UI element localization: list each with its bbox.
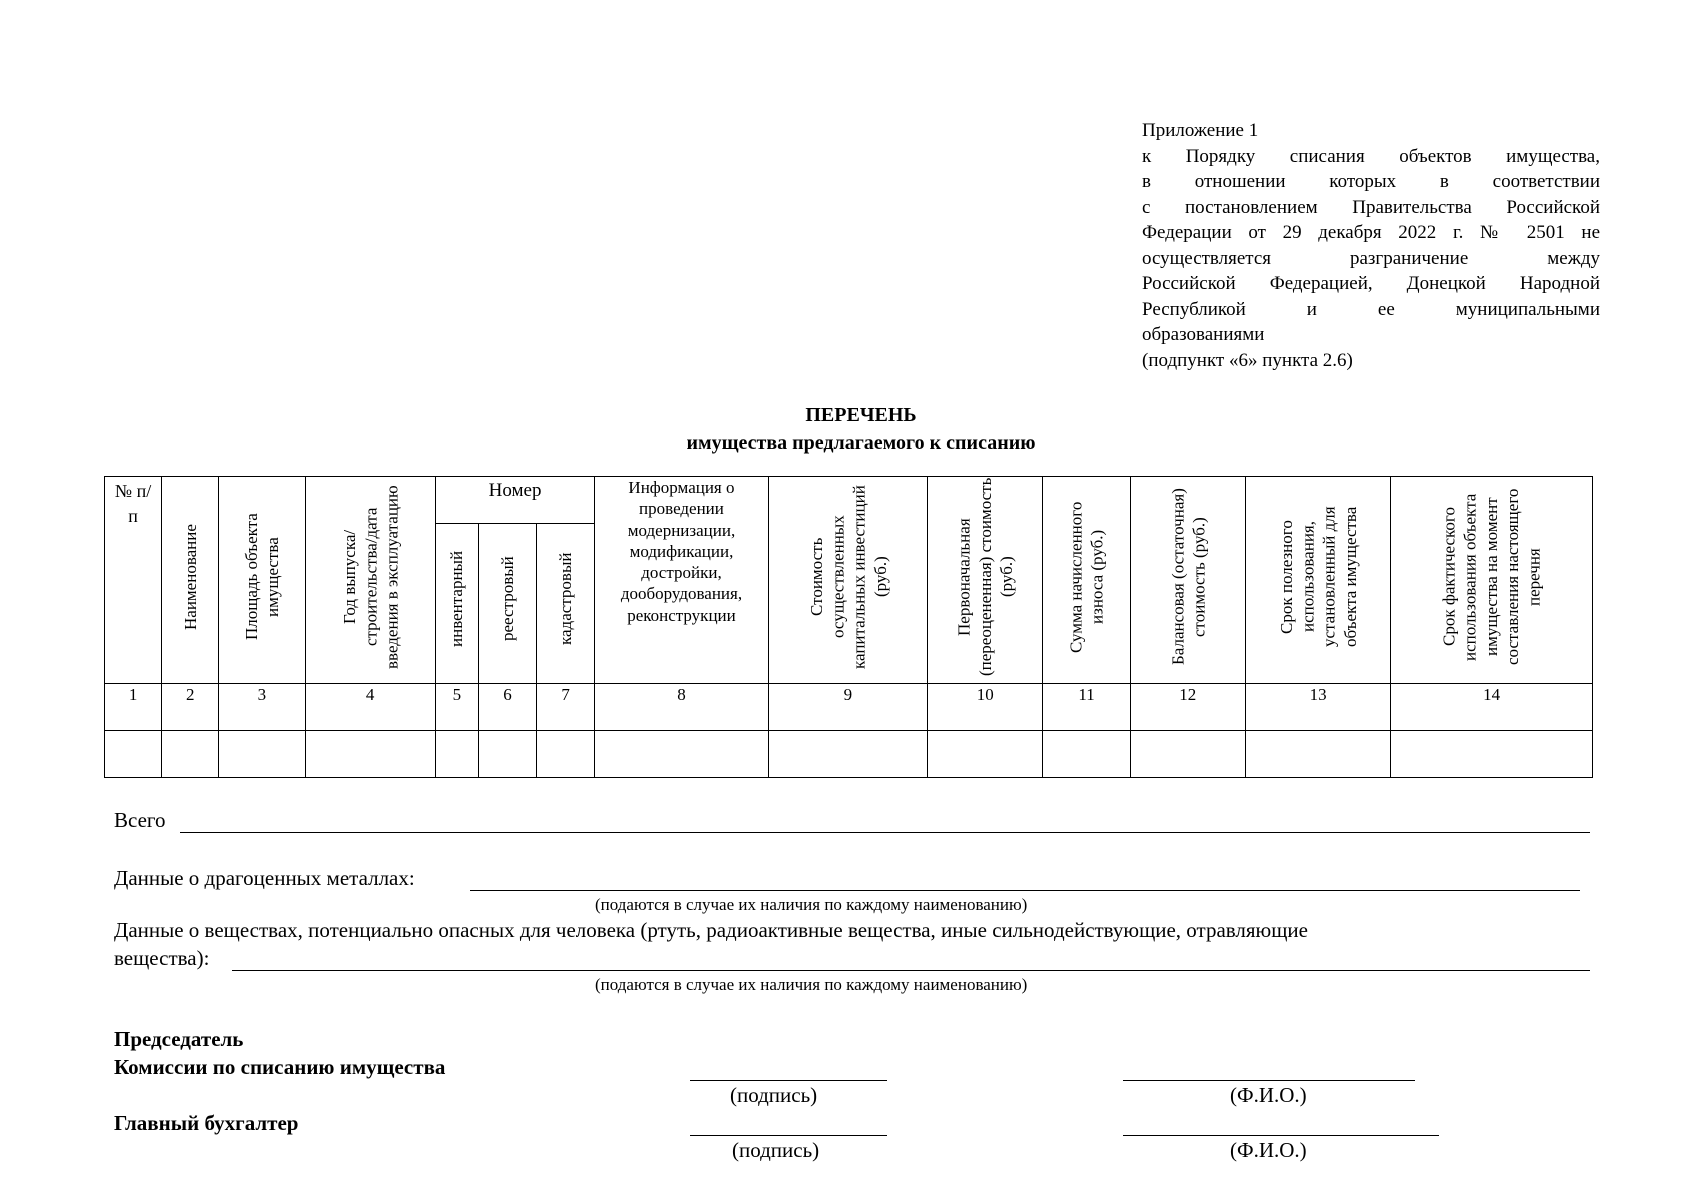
chairman-name-caption: (Ф.И.О.) bbox=[1230, 1083, 1307, 1107]
appendix-line: в отношении которых в соответствии bbox=[1142, 171, 1600, 192]
data-cell[interactable] bbox=[768, 731, 927, 778]
appendix-subpoint: (подпункт «6» пункта 2.6) bbox=[1142, 349, 1353, 371]
data-cell[interactable] bbox=[105, 731, 162, 778]
data-cell[interactable] bbox=[928, 731, 1043, 778]
header-cadastral: кадастровый bbox=[537, 524, 595, 684]
metals-note: (подаются в случае их наличия по каждому наименованию) bbox=[595, 895, 1028, 914]
appendix-title: Приложение 1 bbox=[1142, 120, 1259, 141]
header-inventory: инвентарный bbox=[435, 524, 478, 684]
data-cell[interactable] bbox=[1130, 731, 1245, 778]
header-initial: Первоначальная (переоцененная) стоимость (руб.) bbox=[928, 477, 1043, 684]
chairman-signature-line[interactable] bbox=[690, 1080, 887, 1081]
header-year: Год выпуска/строительства/дата введения в эксплуатацию bbox=[305, 477, 435, 684]
column-number: 12 bbox=[1130, 684, 1245, 731]
appendix-line: Республикой и ее муниципальными bbox=[1142, 298, 1600, 320]
column-number: 1 bbox=[105, 684, 162, 731]
document-subtitle: имущества предлагаемого к списанию bbox=[686, 432, 1036, 454]
data-cell[interactable] bbox=[478, 731, 536, 778]
column-number: 5 bbox=[435, 684, 478, 731]
chairman-name-line[interactable] bbox=[1123, 1080, 1415, 1081]
appendix-line: Российской Федерацией, Донецкой Народной bbox=[1142, 273, 1600, 294]
header-balance: Балансовая (остаточная) стоимость (руб.) bbox=[1130, 477, 1245, 684]
accountant-name-line[interactable] bbox=[1123, 1135, 1439, 1136]
column-number: 3 bbox=[219, 684, 305, 731]
column-number: 10 bbox=[928, 684, 1043, 731]
header-num: № п/п bbox=[105, 477, 162, 684]
header-area: Площадь объекта имущества bbox=[219, 477, 305, 684]
column-number: 4 bbox=[305, 684, 435, 731]
data-cell[interactable] bbox=[537, 731, 595, 778]
appendix-line: к Порядку списания объектов имущества, bbox=[1142, 145, 1600, 167]
substances-label-line1: Данные о веществах, потенциально опасных для человека (ртуть, радиоактивные вещества, иные сильнодействующие, отравляющие bbox=[114, 918, 1308, 942]
appendix-line: с постановлением Правительства Российской bbox=[1142, 196, 1600, 218]
column-number: 14 bbox=[1391, 684, 1593, 731]
header-actual-life: Срок фактического использования объекта имущества на момент составления настоящего перечня bbox=[1391, 477, 1593, 684]
data-cell[interactable] bbox=[162, 731, 219, 778]
chairman-signature-caption: (подпись) bbox=[730, 1083, 818, 1107]
accountant-title: Главный бухгалтер bbox=[114, 1111, 299, 1135]
document-title: ПЕРЕЧЕНЬ bbox=[805, 404, 917, 426]
empty-data-row bbox=[105, 731, 1593, 778]
total-field-line[interactable] bbox=[180, 832, 1590, 833]
property-list-table bbox=[104, 476, 1593, 778]
column-number: 7 bbox=[537, 684, 595, 731]
column-number: 9 bbox=[768, 684, 927, 731]
column-number-row bbox=[105, 684, 1593, 731]
substances-field-line[interactable] bbox=[232, 970, 1590, 971]
data-cell[interactable] bbox=[305, 731, 435, 778]
accountant-name-caption: (Ф.И.О.) bbox=[1230, 1138, 1307, 1162]
data-cell[interactable] bbox=[595, 731, 768, 778]
header-capital: Стоимость осуществленных капитальных инвестиций (руб.) bbox=[768, 477, 927, 684]
appendix-line: осуществляется разграничение между bbox=[1142, 247, 1600, 269]
total-label: Всего bbox=[114, 808, 166, 832]
data-cell[interactable] bbox=[1043, 731, 1130, 778]
substances-note: (подаются в случае их наличия по каждому наименованию) bbox=[595, 975, 1028, 994]
appendix-block bbox=[1142, 118, 1600, 373]
appendix-line: Федерации от 29 декабря 2022 г. № 2501 не bbox=[1142, 222, 1600, 243]
chairman-title: Председатель bbox=[114, 1027, 244, 1051]
data-cell[interactable] bbox=[1245, 731, 1390, 778]
header-info: Информация о проведении модернизации, модификации, достройки, дооборудования, реконструкции bbox=[595, 477, 768, 684]
accountant-signature-caption: (подпись) bbox=[732, 1138, 820, 1162]
column-number: 8 bbox=[595, 684, 768, 731]
header-depreciation: Сумма начисленного износа (руб.) bbox=[1043, 477, 1130, 684]
column-number: 2 bbox=[162, 684, 219, 731]
header-useful-life: Срок полезного использования, установленный для объекта имущества bbox=[1245, 477, 1390, 684]
metals-label: Данные о драгоценных металлах: bbox=[114, 866, 415, 890]
data-cell[interactable] bbox=[1391, 731, 1593, 778]
data-cell[interactable] bbox=[219, 731, 305, 778]
appendix-line: образованиями bbox=[1142, 324, 1265, 345]
chairman-title-commission: Комиссии по списанию имущества bbox=[114, 1055, 446, 1079]
data-cell[interactable] bbox=[435, 731, 478, 778]
header-name: Наименование bbox=[162, 477, 219, 684]
substances-label-line2: вещества): bbox=[114, 946, 210, 970]
column-number: 6 bbox=[478, 684, 536, 731]
header-number-group: Номер bbox=[435, 477, 594, 524]
column-number: 11 bbox=[1043, 684, 1130, 731]
metals-field-line[interactable] bbox=[470, 890, 1580, 891]
accountant-signature-line[interactable] bbox=[690, 1135, 887, 1136]
column-number: 13 bbox=[1245, 684, 1390, 731]
header-registry: реестровый bbox=[478, 524, 536, 684]
